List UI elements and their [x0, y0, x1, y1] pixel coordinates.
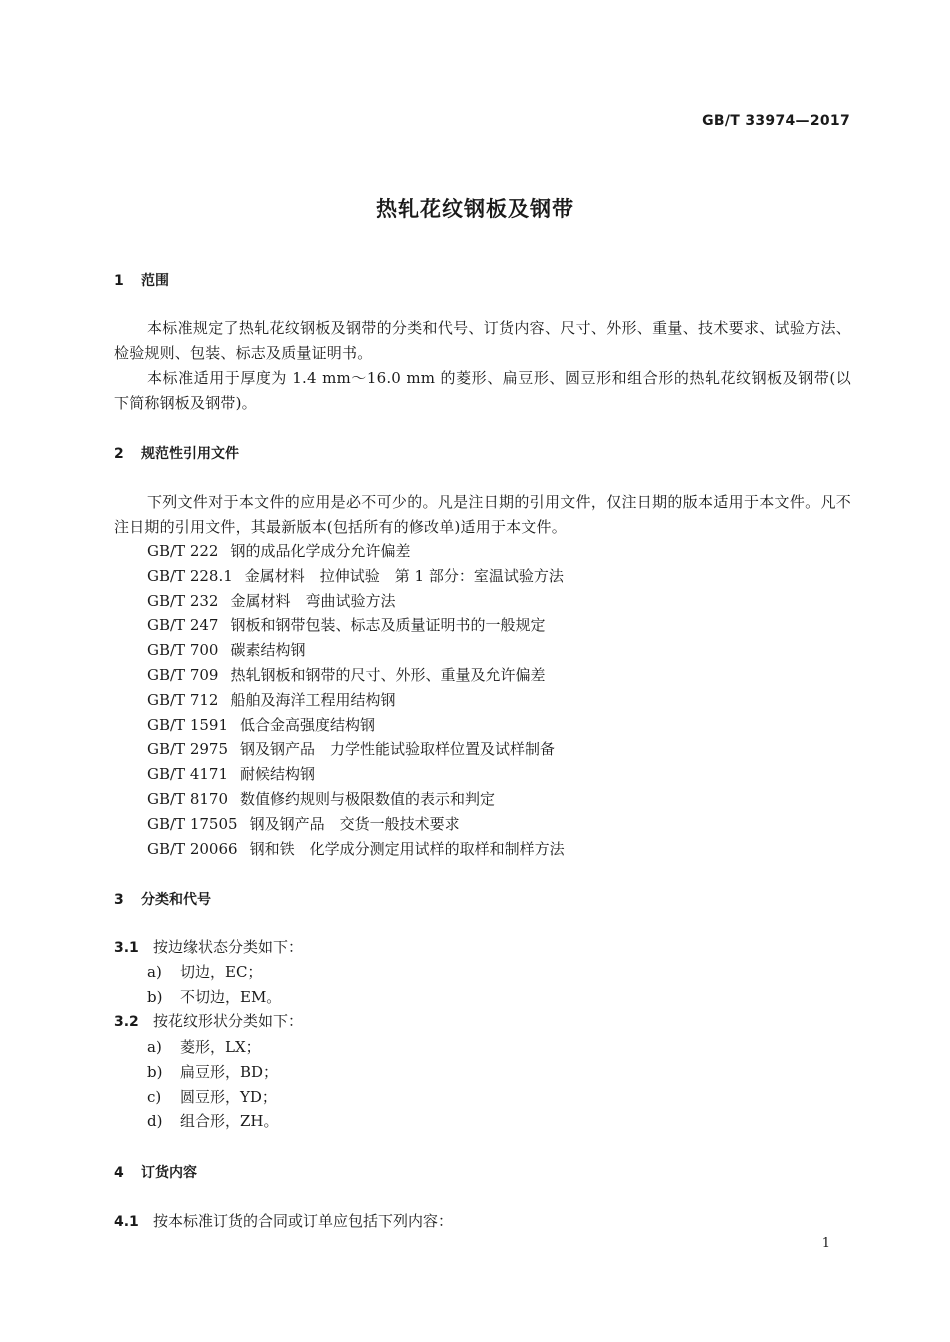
item-mark: c) [147, 1087, 162, 1106]
reference-code: GB/T 2975 [147, 740, 229, 759]
item-text: 菱形，LX； [180, 1038, 261, 1056]
reference-code: GB/T 20066 [147, 839, 238, 858]
reference-code: GB/T 712 [147, 690, 219, 709]
section-number: 3 [114, 892, 124, 908]
item-text: 组合形，ZH。 [180, 1112, 279, 1131]
section-title: 范围 [141, 273, 169, 289]
reference-code: GB/T 4171 [147, 765, 229, 784]
reference-code: GB/T 17505 [147, 814, 238, 833]
item-text: 扁豆形，BD； [180, 1062, 279, 1081]
list-item [147, 960, 281, 985]
reference-code: GB/T 8170 [147, 789, 229, 808]
document-title: 热轧花纹钢板及钢带 [376, 197, 574, 221]
standard-number: GB/T 33974—2017 [702, 113, 850, 129]
scope-paragraph-1: 本标准规定了热轧花纹钢板及钢带的分类和代号、订货内容、尺寸、外形、重量、技术要求、试验方法、检验规则、包装、标志及质量证明书。 [114, 319, 851, 362]
clause-text: 按花纹形状分类如下： [153, 1012, 304, 1030]
reference-title: 热轧钢板和钢带的尺寸、外形、重量及允许偏差 [230, 665, 546, 684]
references-intro: 下列文件对于本文件的应用是必不可少的。凡是注日期的引用文件，仅注日期的版本适用于本文件。凡不注日期的引用文件，其最新版本(包括所有的修改单)适用于本文件。 [114, 493, 851, 536]
reference-code: GB/T 222 [147, 542, 219, 560]
reference-title: 数值修约规则与极限数值的表示和判定 [240, 789, 496, 808]
reference-code: GB/T 700 [147, 641, 219, 660]
reference-item [147, 787, 565, 812]
reference-item [147, 564, 565, 589]
page-number: 1 [821, 1236, 830, 1251]
section-number: 1 [114, 273, 124, 289]
reference-item [147, 613, 565, 638]
edge-condition-list [147, 960, 281, 1010]
clause-text: 按边缘状态分类如下： [153, 938, 304, 956]
item-text: 不切边，EM。 [180, 987, 282, 1006]
pattern-shape-list [147, 1035, 279, 1134]
section-title: 规范性引用文件 [141, 446, 239, 462]
list-item [147, 1035, 279, 1060]
item-text: 切边，EC； [180, 963, 263, 981]
item-mark: b) [147, 987, 163, 1006]
reference-title: 金属材料 弯曲试验方法 [230, 591, 396, 610]
item-mark: d) [147, 1112, 163, 1131]
clause-3-2 [114, 1010, 303, 1031]
item-mark: a) [147, 1038, 162, 1056]
reference-title: 钢和铁 化学成分测定用试样的取样和制样方法 [249, 839, 565, 858]
reference-title: 金属材料 拉伸试验 第 1 部分：室温试验方法 [244, 566, 564, 585]
reference-title: 钢板和钢带包装、标志及质量证明书的一般规定 [230, 616, 546, 635]
section-title: 分类和代号 [141, 892, 211, 908]
reference-title: 钢及钢产品 交货一般技术要求 [249, 814, 460, 833]
item-mark: a) [147, 963, 162, 981]
item-mark: b) [147, 1062, 163, 1081]
reference-title: 低合金高强度结构钢 [240, 715, 376, 734]
clause-4-1 [114, 1210, 453, 1231]
item-text: 圆豆形，YD； [180, 1087, 277, 1106]
list-item [147, 1060, 279, 1085]
reference-item [147, 638, 565, 663]
reference-code: GB/T 232 [147, 591, 219, 610]
reference-item [147, 837, 565, 862]
clause-3-1 [114, 936, 303, 957]
reference-item [147, 713, 565, 738]
reference-title: 船舶及海洋工程用结构钢 [230, 690, 396, 709]
reference-title: 耐候结构钢 [240, 765, 316, 784]
reference-code: GB/T 228.1 [147, 566, 233, 585]
list-item [147, 985, 281, 1010]
scope-paragraph-2: 本标准适用于厚度为 1.4 mm～16.0 mm 的菱形、扁豆形、圆豆形和组合形的热轧花纹钢板及钢带(以下简称钢板及钢带)。 [114, 369, 851, 412]
reference-title: 钢及钢产品 力学性能试验取样位置及试样制备 [240, 740, 556, 759]
clause-text: 按本标准订货的合同或订单应包括下列内容： [153, 1212, 454, 1230]
reference-code: GB/T 709 [147, 665, 219, 684]
section-1-heading [114, 270, 169, 290]
reference-title: 钢的成品化学成分允许偏差 [230, 542, 411, 560]
list-item [147, 1085, 279, 1110]
reference-list [147, 539, 565, 861]
clause-number: 3.2 [114, 1014, 139, 1030]
reference-title: 碳素结构钢 [230, 641, 306, 660]
clause-number: 3.1 [114, 940, 139, 956]
section-3-heading [114, 889, 211, 909]
clause-number: 4.1 [114, 1214, 139, 1230]
section-title: 订货内容 [141, 1165, 197, 1181]
reference-item [147, 688, 565, 713]
section-number: 4 [114, 1165, 124, 1181]
reference-item [147, 737, 565, 762]
reference-item [147, 762, 565, 787]
reference-item [147, 539, 565, 564]
reference-item [147, 663, 565, 688]
section-4-heading [114, 1162, 197, 1182]
reference-item [147, 812, 565, 837]
section-number: 2 [114, 446, 124, 462]
section-2-heading [114, 443, 239, 463]
reference-item [147, 589, 565, 614]
list-item [147, 1109, 279, 1134]
reference-code: GB/T 1591 [147, 715, 229, 734]
reference-code: GB/T 247 [147, 616, 219, 635]
